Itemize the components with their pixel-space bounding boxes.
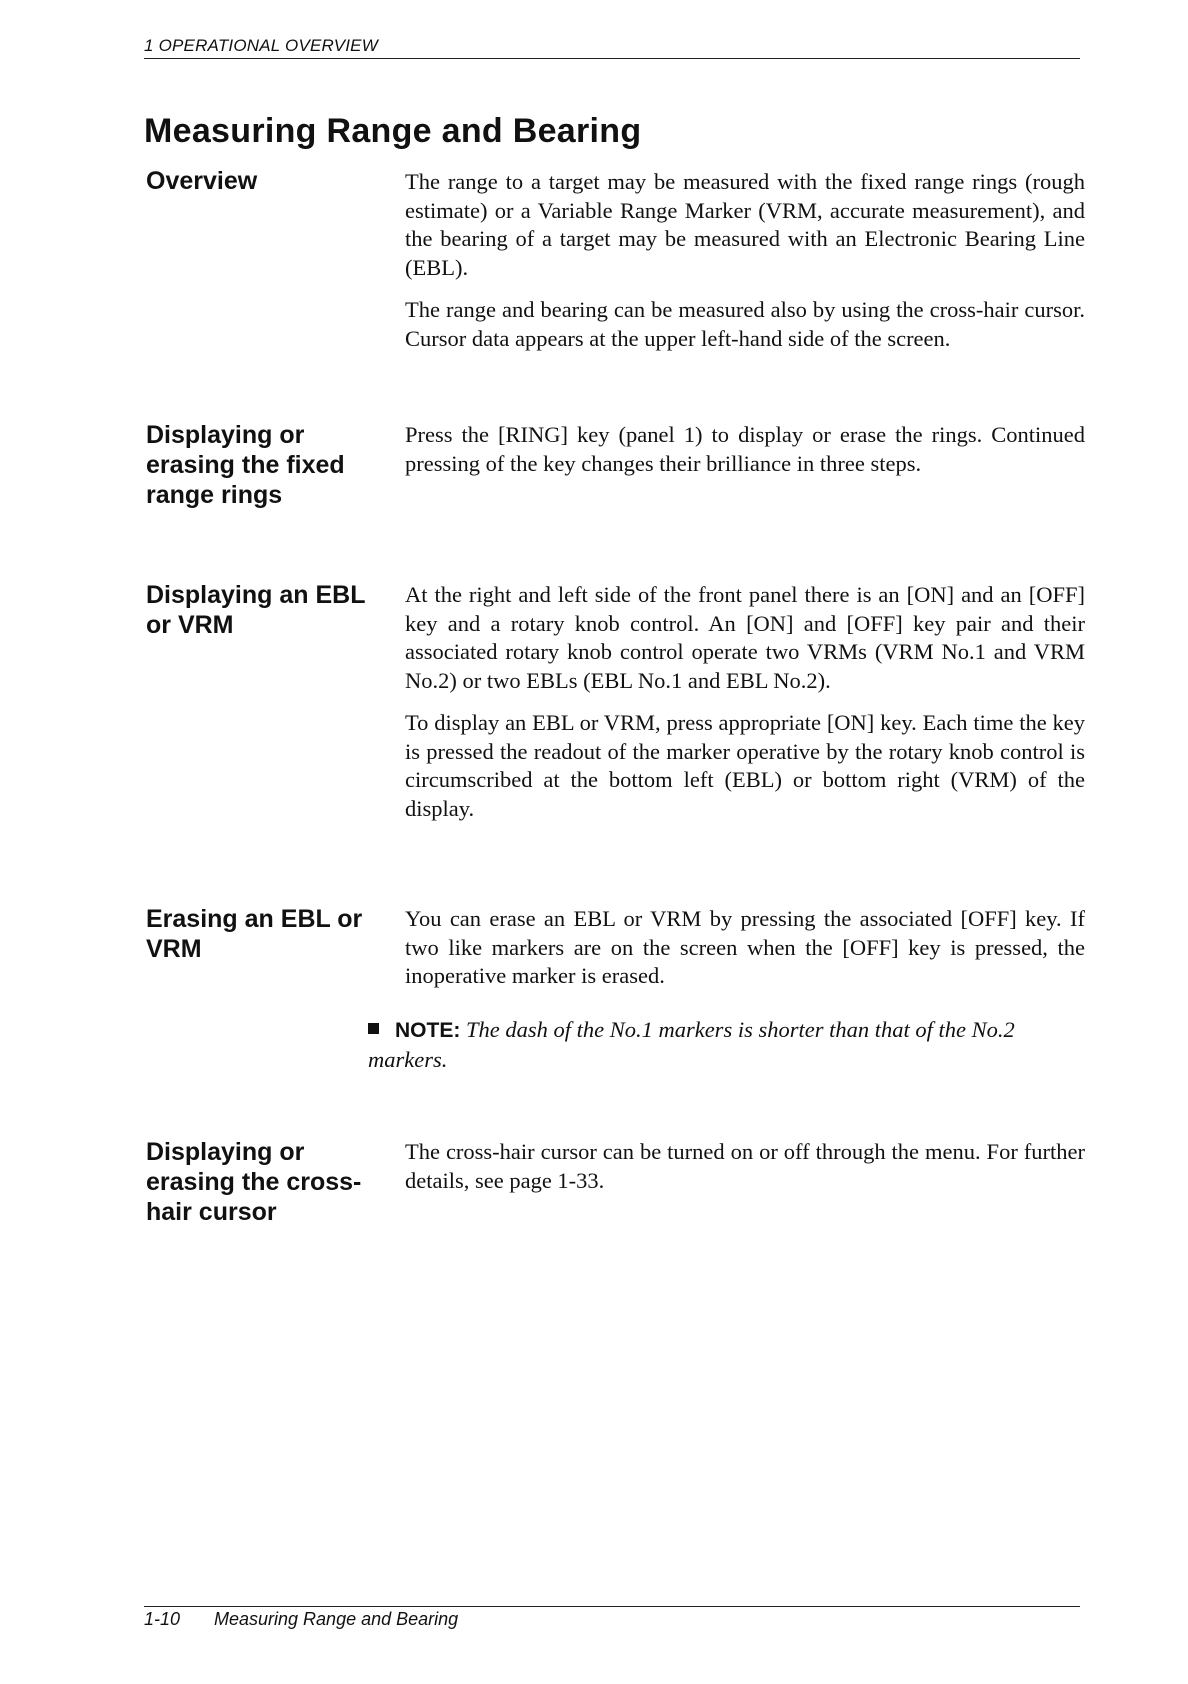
paragraph: At the right and left side of the front panel there is an [ON] and an [OFF] key and a rotary knob control. An [ON] and [OFF] key pair and their associated rotary knob control operate two VRMs (VRM No.1 and VRM No.2) or two EBLs (EBL No.1 and EBL No.2).	[405, 582, 1085, 693]
paragraph: The range to a target may be measured with the fixed range rings (rough estimate) or a Variable Range Marker (VRM, accurate measurement), and the bearing of a target may be measured with an Electronic Bearing Line (EBL).	[405, 169, 1085, 280]
paragraph: The range and bearing can be measured also by using the cross-hair cursor. Cursor data appears at the upper left-hand side of the screen.	[405, 297, 1085, 351]
footer-title: Measuring Range and Bearing	[214, 1609, 459, 1629]
chapter-label: 1 OPERATIONAL OVERVIEW	[144, 36, 378, 55]
section-heading: Erasing an EBL or VRM	[146, 905, 363, 963]
section-heading: Displaying or erasing the cross-hair cursor	[146, 1138, 362, 1226]
note	[368, 1016, 1085, 1074]
section-body	[405, 581, 1085, 837]
paragraph: The cross-hair cursor can be turned on or off through the menu. For further details, see page 1-33.	[405, 1139, 1085, 1193]
section-heading: Displaying an EBL or VRM	[146, 581, 366, 639]
paragraph: Press the [RING] key (panel 1) to display or erase the rings. Continued pressing of the key changes their brilliance in three steps.	[405, 422, 1085, 476]
section-body	[405, 1138, 1085, 1209]
section-body	[405, 168, 1085, 367]
paragraph: To display an EBL or VRM, press appropriate [ON] key. Each time the key is pressed the readout of the marker operative by the rotary knob control is circumscribed at the bottom left (EBL) or bottom right (VRM) of the display.	[405, 710, 1085, 821]
section-body	[405, 421, 1085, 492]
running-footer	[144, 1606, 1080, 1630]
note-label: NOTE:	[395, 1019, 461, 1042]
section-body	[405, 905, 1085, 1005]
note-text: The dash of the No.1 markers is shorter than that of the No.2 markers.	[368, 1017, 1015, 1072]
running-header	[144, 36, 1080, 59]
section-heading: Displaying or erasing the fixed range rings	[146, 421, 345, 509]
paragraph: You can erase an EBL or VRM by pressing the associated [OFF] key. If two like markers are on the screen when the [OFF] key is pressed, the inoperative marker is erased.	[405, 906, 1085, 988]
page-title: Measuring Range and Bearing	[144, 112, 642, 150]
section-heading: Overview	[146, 167, 258, 195]
page-number: 1-10	[144, 1609, 181, 1629]
note-bullet-icon	[368, 1023, 379, 1034]
